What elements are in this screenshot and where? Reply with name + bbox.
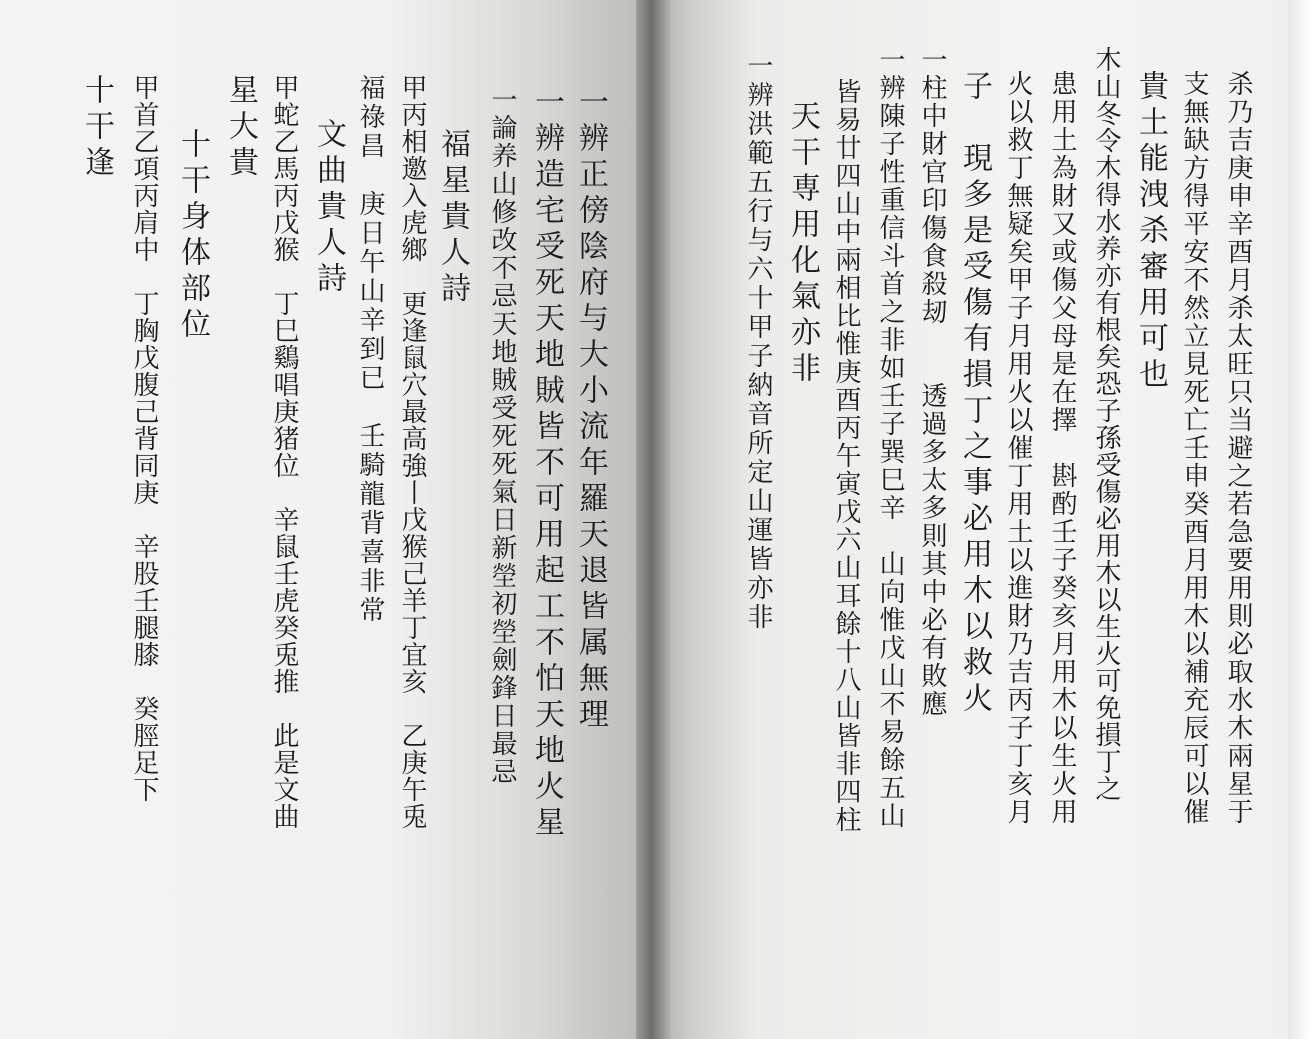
left-col-6: 福祿昌 庚日午山辛到已 壬騎龍背喜非常: [355, 74, 385, 625]
left-col-1: 一辨正傍陰府与大小流年羅天退皆属無理: [573, 86, 608, 734]
right-col-1: 杀乃吉庚申辛酉月杀太旺只当避之若急要用則必取水木兩星于: [1223, 70, 1253, 826]
left-col-10: 十干身体部位: [175, 128, 210, 344]
left-col-2: 一辨造宅受死天地賊皆不可用起工不怕天地火星: [529, 86, 564, 842]
left-col-5: 甲丙相邀入虎鄉 更逢鼠穴最高強丨戊猴己羊丁宜亥 乙庚午兎: [397, 74, 427, 830]
right-col-12: 一辨洪範五行与六十甲子納音所定山運皆亦非: [743, 52, 773, 632]
right-col-2: 支無缺方得平安不然立見死亡壬申癸酉月用木以補充辰可以催: [1179, 70, 1209, 826]
left-col-3: 一論养山修改不忌天地賊受死死氣日新塋初塋劍鋒日最忌: [487, 86, 517, 786]
left-col-8: 甲蛇乙馬丙戊猴 丁巳鷄唱庚猪位 辛鼠壬虎癸兎推 此是文曲: [269, 74, 299, 830]
right-col-3: 貴土能洩杀審用可也: [1133, 70, 1168, 394]
right-col-9: 一辨陳子性重信斗首之非如壬子巽巳辛 山向惟戊山不易餘五山: [875, 46, 905, 830]
left-col-4: 福星貴人詩: [435, 128, 470, 308]
left-col-12: 十干逢: [79, 74, 114, 182]
right-col-5: 患用土為財又或傷父母是在擇 斟酌壬子癸亥月用木以生火用: [1047, 70, 1077, 826]
left-col-9: 星大貴: [223, 74, 258, 182]
right-col-7: 子 現多是受傷有損丁之事必用木以救火: [957, 70, 992, 718]
right-col-6: 火以救丁無疑矣甲子月用火以催丁用土以進財乃吉丙子丁亥月: [1003, 70, 1033, 826]
right-col-11: 天干専用化氣亦非: [785, 100, 820, 388]
left-page: [0, 0, 652, 1039]
right-col-4: 木山冬令木得水养亦有根矣恐子孫受傷必用木以生火可免損丁之: [1091, 46, 1121, 802]
right-col-8: 一柱中財官印傷食殺刼 透過多太多則其中必有敗應: [917, 46, 947, 718]
left-col-11: 甲首乙項丙肩中 丁胸戊腹己背同庚 辛股壬腿膝 癸脛足下: [129, 74, 159, 803]
book-gutter: [636, 0, 670, 1039]
right-page: [652, 0, 1310, 1039]
page-edge: [1288, 0, 1310, 1039]
right-col-10: 皆易廿四山中兩相比惟庚酉丙午寅戊六山耳餘十八山皆非四柱: [831, 78, 861, 834]
left-col-7: 文曲貴人詩: [311, 118, 346, 298]
